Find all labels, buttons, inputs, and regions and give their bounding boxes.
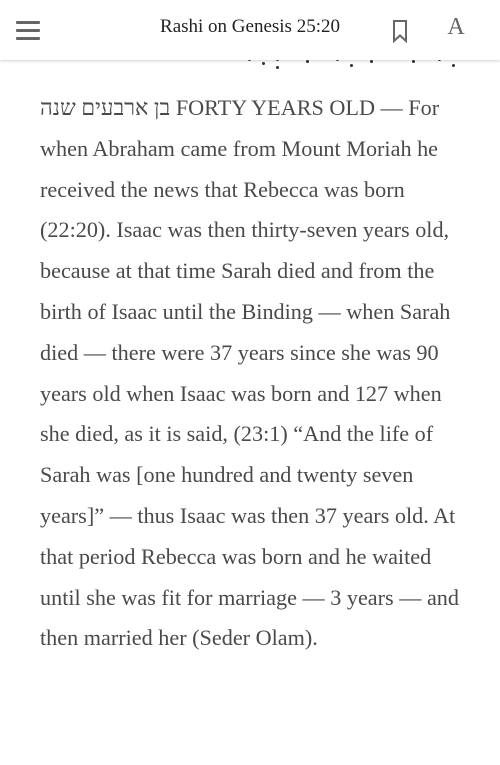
top-bar — [0, 0, 500, 60]
page-title: Rashi on Genesis 25:20 — [160, 16, 340, 37]
font-size-button[interactable]: A — [447, 14, 465, 40]
english-lemma: FORTY YEARS OLD — — [175, 95, 403, 120]
commentary-body: For when Abraham came from Mount Moriah he received the news that Rebecca was born (22:20). Isaac was then thirty-seven years old, because at that time Sarah died and from the birth of Isaac until the Binding — when Sarah died — there were 37 years since she was 90 years old when Isaac was born and 127 when she died, as it is said, (23:1) “And the life of Sarah was [one hundred and twenty seven years]” — thus Isaac was then 37 years old. At that period Rebecca was born and he waited until she was fit for marriage — 3 years — and then married her (Seder Olam). — [40, 95, 459, 651]
bookmark-button[interactable] — [388, 18, 412, 44]
commentary-text — [40, 88, 465, 659]
hebrew-lemma: בן ארבעים שנה — [40, 95, 171, 120]
bookmark-icon — [388, 18, 412, 44]
